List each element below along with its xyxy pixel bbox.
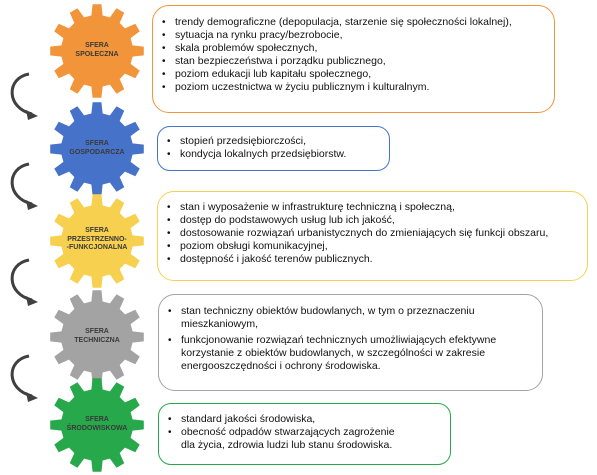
list-item: • poziom uczestnictwa w życiu publicznym i kulturalnym. — [175, 81, 554, 94]
arrow-path — [12, 74, 32, 114]
list-item: • sytuacja na rynku pracy/bezrobocie, — [175, 29, 554, 42]
sphere-label-spatial: SFERA PRZESTRZENNO- -FUNKCJONALNA — [66, 227, 128, 251]
list-social — [153, 16, 554, 94]
list-economic — [158, 135, 389, 161]
box-social — [152, 5, 555, 113]
arrow-head — [26, 200, 38, 210]
arrow-head — [26, 296, 38, 306]
list-item: • stopień przedsiębiorczości, — [180, 135, 389, 148]
list-item: • skala problemów społecznych, — [175, 42, 554, 55]
box-technical — [158, 294, 543, 391]
list-environmental — [159, 413, 450, 452]
arrow-path — [12, 164, 32, 204]
curved-arrow-icon — [4, 352, 44, 404]
list-item: • dostosowanie rozwiązań urbanistycznych do zmieniających się funkcji obszaru, — [180, 227, 587, 240]
box-environmental — [158, 403, 451, 465]
gear-economic — [48, 100, 146, 198]
sphere-label-technical: SFERA TECHNICZNA — [74, 328, 120, 344]
box-spatial — [157, 191, 588, 281]
list-item: • poziom obsługi komunikacyjnej, — [180, 240, 587, 253]
list-item: • stan techniczny obiektów budowlanych, w tym o przeznaczeniu mieszkaniowym, — [181, 305, 542, 331]
gear-spatial — [48, 192, 146, 290]
arrow-path — [12, 260, 32, 300]
list-item: • stan bezpieczeństwa i porządku publicznego, — [175, 55, 554, 68]
list-item: • obecność odpadów stwarzających zagrożenie dla życia, zdrowia ludzi lub stanu środowiska. — [181, 426, 450, 452]
curved-arrow-icon — [4, 256, 44, 308]
list-spatial — [158, 201, 587, 266]
list-item: • dostęp do podstawowych usług lub ich jakość, — [180, 214, 587, 227]
sphere-label-environmental: SFERA ŚRODOWISKOWA — [66, 416, 128, 432]
gear-technical — [48, 288, 146, 386]
list-item: • trendy demograficzne (depopulacja, starzenie się społeczności lokalnej), — [175, 16, 554, 29]
box-economic — [157, 126, 390, 171]
curved-arrow-icon — [4, 70, 44, 122]
gear-environmental — [48, 376, 146, 474]
list-item: • stan i wyposażenie w infrastrukturę techniczną i społeczną, — [180, 201, 587, 214]
list-item: • dostępność i jakość terenów publicznych. — [180, 253, 587, 266]
sphere-label-economic: SFERA GOSPODARCZA — [69, 140, 125, 156]
sphere-label-social: SFERA SPOŁECZNA — [75, 42, 119, 58]
list-item: • standard jakości środowiska, — [181, 413, 450, 426]
curved-arrow-icon — [4, 160, 44, 212]
arrow-head — [26, 392, 38, 402]
arrow-head — [26, 110, 38, 120]
list-item: • kondycja lokalnych przedsiębiorstw. — [180, 148, 389, 161]
gear-social — [48, 2, 146, 100]
list-technical — [159, 305, 542, 373]
list-item: • funkcjonowanie rozwiązań technicznych umożliwiających efektywne korzystanie z obiektów budowlanych, w szczególności w zakresie energooszczędności i ochrony środowiska. — [181, 334, 542, 373]
arrow-path — [12, 356, 32, 396]
list-item: • poziom edukacji lub kapitału społecznego, — [175, 68, 554, 81]
